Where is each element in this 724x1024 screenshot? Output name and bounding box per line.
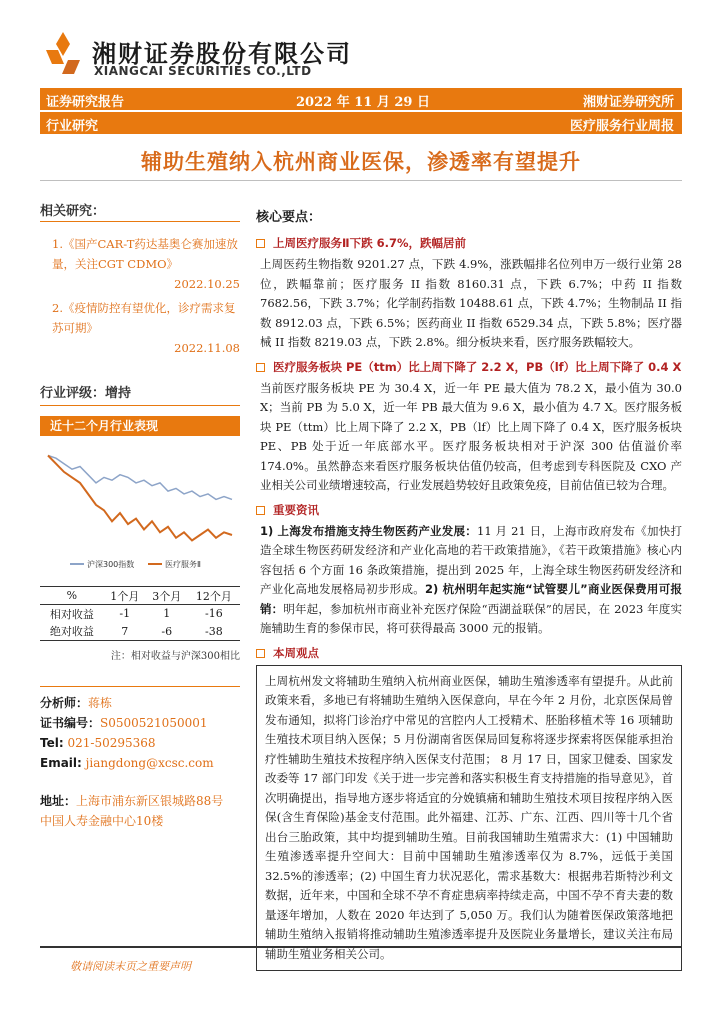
chart-title: 近十二个月行业表现 (40, 416, 240, 436)
table-header: 1个月 (104, 587, 146, 605)
section-heading: 重要资讯 (256, 502, 682, 518)
row-label: 绝对收益 (40, 623, 104, 641)
cert-label: 证书编号： (40, 716, 101, 730)
related-date: 2022.10.25 (174, 277, 240, 291)
sidebar (40, 200, 240, 831)
cert-number: S0500521050001 (100, 716, 208, 730)
legend-label: 医疗服务Ⅱ (165, 560, 201, 569)
table-cell: 1 (163, 607, 171, 621)
company-name-en: XIANGCAI SECURITIES CO.,LTD (94, 64, 312, 78)
table-header: 12个月 (188, 587, 240, 605)
news-item-title: 1) 上海发布措施支持生物医药产业发展： (260, 523, 477, 538)
bullet-square-icon (256, 239, 265, 248)
address-line-1: 上海市浦东新区银城路88号 (76, 794, 224, 808)
rating-label: 行业评级： (40, 386, 106, 401)
analyst-name: 蒋栋 (88, 696, 113, 710)
table-cell: -6 (146, 623, 188, 641)
report-series: 医疗服务行业周报 (569, 119, 674, 134)
analyst-label: 分析师： (40, 696, 89, 710)
section-text: 上周医药生物指数 9201.27 点，下跌 4.9%，涨跌幅排名位列申万一级行业第 28 位，跌幅靠前；医疗服务 II 指数 8160.31 点，下跌 6.7%；中药 II 指数 7682.56，下跌 3.7%；化学制药指数 10488.61 点，下跌 4.7%；生物制品 II 指数 8912.03 点，下跌 6.5%；医药商业 II 指数 6529.34 点，下跌 5.8%；医疗器械 II 指数 8219.03 点，下跌 2.8%。细分板块来看，医疗服务跌幅较大。 (260, 257, 682, 349)
report-category: 行业研究 (46, 119, 99, 134)
section-text: 当前医疗服务板块 PE 为 30.4 X，近一年 PE 最大值为 78.2 X，最小值为 30.0 X；当前 PB 为 5.0 X，近一年 PB 最大值为 9.6 X，最小值为 4.7 X。医疗服务板块 PE（ttm）比上周下降了 2.2 X，PB（lf）比上周下降了 0.4 X，医疗服务板块 PE、PB 处于近一年底部水平。医疗服务板块相对于沪深 300 估值溢价率 174.0%。虽然静态来看医疗服务板块估值仍较高，但考虑到专科医院及 CXO 产业相关公司业绩增速较高，行业发展趋势较好且政策免疫，目前估值已较为合理。 (260, 380, 682, 492)
section-heading: 医疗服务板块 PE（ttm）比上周下降了 2.2 X，PB（lf）比上周下降了 0.4 X (256, 359, 682, 375)
row-label: 相对收益 (49, 607, 94, 621)
related-heading: 相关研究： (40, 200, 240, 222)
tel-label: Tel: (40, 736, 64, 750)
email-link[interactable]: jiangdong@xcsc.com (85, 756, 214, 770)
section-heading: 本周观点 (256, 645, 682, 661)
company-logo-icon (40, 30, 86, 76)
table-row (40, 623, 240, 641)
performance-chart-block (40, 416, 240, 580)
header-bar-top (40, 88, 682, 110)
table-cell: -16 (205, 607, 223, 621)
section-heading: 上周医疗服务Ⅱ下跌 6.7%，跌幅居前 (256, 235, 682, 251)
related-item[interactable]: 1.《国产CAR-T药达基奥仑赛加速放量，关注CGT CDMO》 (52, 237, 238, 271)
rating-row (40, 382, 240, 406)
analyst-info (40, 686, 240, 831)
title-divider (40, 180, 682, 181)
bullet-square-icon (256, 506, 265, 515)
table-cell: -38 (188, 623, 240, 641)
related-date: 2022.11.08 (174, 341, 240, 355)
performance-chart (40, 436, 240, 576)
main-content (256, 206, 682, 977)
rating-value: 增持 (105, 386, 132, 401)
bullet-square-icon (256, 649, 265, 658)
news-item-title: 2) 杭州明年起实施“试管婴儿”商业医保费用可报销： (260, 582, 682, 616)
company-name-cn: 湘财证券股份有限公司 (92, 40, 352, 68)
page-title: 辅助生殖纳入杭州商业医保，渗透率有望提升 (141, 150, 581, 174)
table-note: 注：相对收益与沪深300相比 (110, 651, 240, 662)
bullet-square-icon (256, 363, 265, 372)
performance-table (40, 586, 240, 641)
series-line (48, 456, 232, 500)
related-item[interactable]: 2.《疫情防控有望优化，诊疗需求复苏可期》 (52, 301, 236, 335)
table-row (40, 605, 240, 623)
news-text: 1) 上海发布措施支持生物医药产业发展：11 月 21 日，上海市政府发布《加快打造全球生物医药研发经济和产业化高地的若干政策措施》，《若干政策措施》核心内容包括 6 个方面 16 条政策措施，提出到 2025 年，上海全球生物医药研发经济和产业化高地发展格局初步形成。2) 杭州明年起实施“试管婴儿”商业医保费用可报销：明年起，参加杭州市商业补充医疗保险“西湖益联保”的居民，在 2023 年度实施辅助生育的参保市民，将可获得最高 3000 元的报销。 (260, 523, 682, 635)
legend-label: 沪深300指数 (87, 560, 135, 569)
table-header: % (40, 587, 104, 605)
report-date: 2022 年 11 月 29 日 (296, 95, 430, 110)
email-label: Email: (40, 756, 82, 770)
table-cell: 7 (104, 623, 146, 641)
address-label: 地址： (40, 794, 77, 808)
address-line-2: 中国人寿金融中心10楼 (40, 814, 164, 828)
footer-divider (40, 946, 682, 948)
weekly-view-text: 上周杭州发文将辅助生殖纳入杭州商业医保，辅助生殖渗透率有望提升。从此前政策来看，多地已有将辅助生殖纳入医保意向，早在今年 2 月份，北京医保局曾发布通知，拟将门诊治疗中常见的宫腔内人工授精术、胚胎移植术等 16 项辅助生殖技术项目纳入医保；5 月份湖南省医保局回复称将逐步探索将医保能承担治疗性辅助生殖技术按程序纳入医保支付范围； 8 月 17 日，国家卫健委、国家发改委等 17 部门印发《关于进一步完善和落实积极生育支持措施的指导意见》，首次明确提出，指导地方逐步将适宜的分娩镇痛和辅助生殖技术项目按程序纳入医保(含生育保险)基金支付范围。此外福建、江苏、广东、江西、四川等十几个省出台三胎政策，其中均提到辅助生殖。目前我国辅助生殖需求大：(1) 中国辅助生殖渗透率提升空间大：目前中国辅助生殖渗透率仅为 8.7%，远低于美国 32.5%的渗透率；(2) 中国生育力状况恶化，需求基数大：根据弗若斯特沙利文数据，近年来，中国和全球不孕不育症患病率持续走高，中国不孕不育夫妻的数量逐年增加，人数在 2020 年达到了 5,050 万。我们认为随着医保政策落地把辅助生殖纳入报销将推动辅助生殖渗透率提升及医院业务量增长，建议关注布局辅助生殖业务相关公司。 (256, 665, 682, 972)
footer-disclaimer: 敬请阅读末页之重要声明 (70, 960, 191, 973)
report-type: 证券研究报告 (46, 95, 125, 110)
institute-name: 湘财证券研究所 (582, 95, 674, 110)
table-header: 3个月 (146, 587, 188, 605)
tel-number: 021-50295368 (67, 736, 156, 750)
table-cell: -1 (119, 607, 131, 621)
header-bar-bottom (40, 112, 682, 134)
key-points-title: 核心要点： (256, 210, 322, 225)
